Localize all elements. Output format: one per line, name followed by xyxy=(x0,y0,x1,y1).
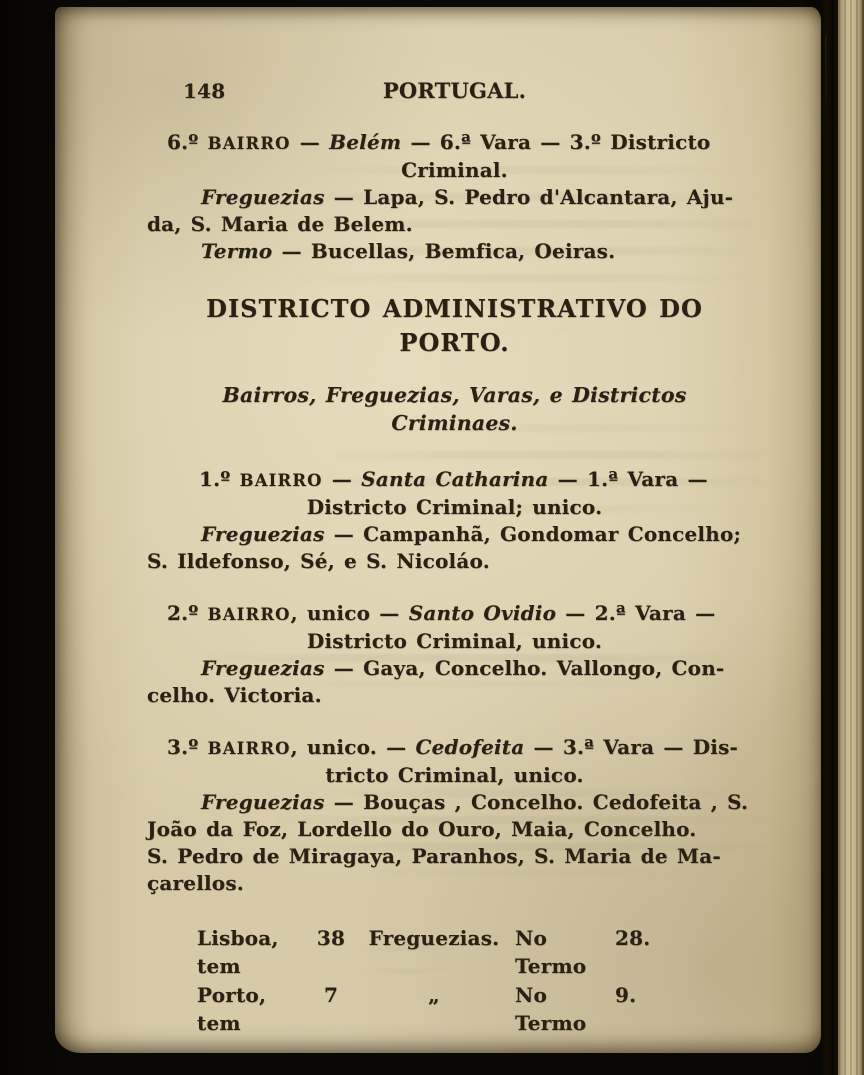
bairro-3-section xyxy=(147,734,762,897)
bairro-heading-tail: — 3.ª Vara — Dis- xyxy=(524,735,739,759)
summary-count: 7 xyxy=(323,983,339,1007)
bairro-name: Belém xyxy=(329,130,402,154)
bairro-name: Santa Catharina xyxy=(361,467,549,491)
bairro-6-section xyxy=(147,129,762,265)
page-header xyxy=(147,77,762,104)
freguezias-text: — Gaya, Concelho. Vallongo, Con- xyxy=(324,656,725,680)
bairro-2-freguezias-line2: celho. Victoria. xyxy=(147,683,322,707)
running-title: PORTUGAL. xyxy=(382,78,527,103)
bairro-3-freguezias-line2: João da Foz, Lordello do Ouro, Maia, Concelho. xyxy=(147,817,697,841)
summary-termo-count: 28. xyxy=(615,926,651,950)
page-content xyxy=(147,77,762,1037)
summary-count: 38 xyxy=(316,926,346,950)
district-heading: DISTRICTO ADMINISTRATIVO DO PORTO. xyxy=(206,294,703,357)
bairro-ordinal: 6.º xyxy=(167,130,208,154)
bairro-1-freguezias-line2: S. Ildefonso, Sé, e S. Nicoláo. xyxy=(147,549,490,573)
bairro-heading-tail: — 1.ª Vara — xyxy=(548,467,708,491)
freguezias-text: — Lapa, S. Pedro d'Alcantara, Aju- xyxy=(324,185,734,209)
bairro-2-freguezias-line1 xyxy=(147,655,762,682)
bairro-name: Santo Ovidio xyxy=(408,601,557,625)
freguezias-text: — Campanhã, Gondomar Concelho; xyxy=(324,522,742,546)
bairro-label: BAIRRO xyxy=(239,471,323,490)
freguezias-text: — Bouças , Concelho. Cedofeita , S. xyxy=(324,790,749,814)
freguezias-label: Freguezias xyxy=(201,790,325,814)
bairro-heading-tail: — 6.ª Vara — 3.º Districto xyxy=(401,130,711,154)
summary-termo-label: No Termo xyxy=(515,983,587,1035)
bairro-1-heading-line1 xyxy=(147,466,762,494)
freguezias-label: Freguezias xyxy=(201,185,325,209)
bairro-heading-tail: — 2.ª Vara — xyxy=(556,601,716,625)
bairro-3-freguezias-line1 xyxy=(147,789,762,816)
summary-termo-label: No Termo xyxy=(515,926,587,978)
bairro-3-heading-line1 xyxy=(147,734,762,762)
bairro-2-heading-line2: Districto Criminal, unico. xyxy=(306,629,603,653)
bairro-label: BAIRRO xyxy=(207,134,291,153)
freguezias-label: Freguezias xyxy=(201,522,325,546)
bairro-label: BAIRRO xyxy=(207,739,291,758)
bairro-2-heading-line1 xyxy=(147,600,762,628)
bairro-name: Cedofeita xyxy=(415,735,525,759)
separator-dash: — xyxy=(290,130,330,154)
bairro-ordinal: 3.º xyxy=(167,735,208,759)
subheading-line1: Bairros, Freguezias, Varas, e Districtos xyxy=(222,383,687,407)
bairro-3-heading-line2: tricto Criminal, unico. xyxy=(325,763,584,787)
summary-city: Porto, tem xyxy=(197,983,267,1035)
bairro-ordinal: 2.º xyxy=(167,601,208,625)
book-page xyxy=(55,7,821,1053)
termo-text: — Bucellas, Bemfica, Oeiras. xyxy=(272,239,616,263)
page-number: 148 xyxy=(183,79,226,103)
bairro-6-freguezias-line2: da, S. Maria de Belem. xyxy=(147,212,413,236)
separator-dash: — xyxy=(322,467,362,491)
bairro-6-heading-line1 xyxy=(147,129,762,157)
bairro-label: BAIRRO xyxy=(207,605,291,624)
next-page-edge xyxy=(838,0,864,1075)
bairro-3-freguezias-line3: S. Pedro de Miragaya, Paranhos, S. Maria de Ma- xyxy=(147,844,721,868)
summary-table xyxy=(197,924,762,1037)
ditto-mark: „ xyxy=(428,983,440,1007)
bairro-1-heading-line2: Districto Criminal; unico. xyxy=(306,495,603,519)
termo-label: Termo xyxy=(201,239,273,263)
bairro-ordinal: 1.º xyxy=(199,467,240,491)
separator-dash: , unico — xyxy=(290,601,409,625)
bairro-1-freguezias-line1 xyxy=(147,521,762,548)
summary-unit: Freguezias. xyxy=(368,926,500,950)
bairro-6-termo xyxy=(147,238,762,265)
bairro-3-freguezias-line4: çarellos. xyxy=(147,871,244,895)
summary-city: Lisboa, tem xyxy=(197,926,279,978)
bairro-6-heading-line2: Criminal. xyxy=(401,158,508,182)
bairro-2-section xyxy=(147,600,762,709)
page-gutter-shadow xyxy=(820,0,840,1075)
summary-termo-count: 9. xyxy=(615,983,637,1007)
bairro-1-section xyxy=(147,466,762,575)
freguezias-label: Freguezias xyxy=(201,656,325,680)
district-subheading xyxy=(147,381,762,437)
separator-dash: , unico. — xyxy=(290,735,416,759)
bairro-6-freguezias-line1 xyxy=(147,184,762,211)
subheading-line2: Criminaes. xyxy=(391,411,518,435)
